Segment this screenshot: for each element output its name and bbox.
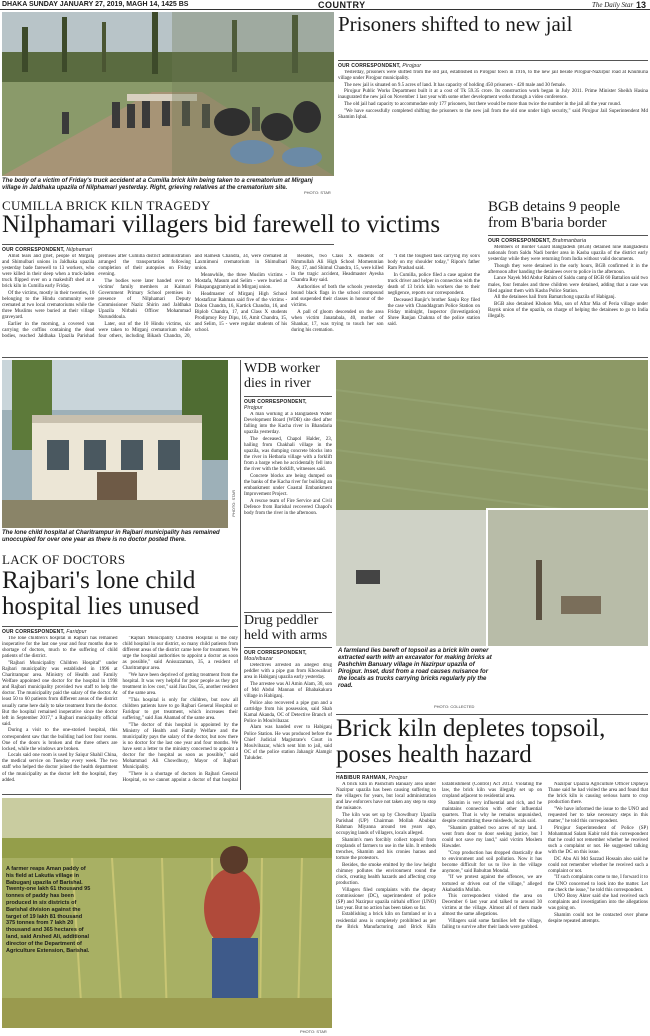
nilphamari-headline: Nilphamari villagers bid farewell to victims xyxy=(2,211,441,238)
paragraph: This correspondent visited the area on December 6 last year and talked to around 30 victims at the village. Almost all of them made almost the same allegations. xyxy=(442,894,542,918)
paragraph: Headmaster of Mirganj High School Mostafizur Rahman said five of the victims - Dolon Chandra, 16, Kartick Chandra, 16, and Biplob Chandra, 17, and Class X students Prodipmoy Roy Dipu, 16, Amit Chandra, 15, and Selim, 15 - were regular students of his school. xyxy=(194,291,288,334)
prisoners-body xyxy=(338,70,648,194)
bgb-place: Brahmanbaria xyxy=(552,238,587,244)
paragraph: Concrete blocks are being dumped on the banks of the Kacha river for building an embankment under Coastal Embankment Improvement Project. xyxy=(244,473,332,498)
paragraph: Pirojpur Public Works Department built it at a cost of Tk 59.35 crore. Its construction work began in July 2011. Prime Minister Sheikh Hasina inaugurated the new jail on November 1 last year with some other development works through a video conference. xyxy=(338,89,648,101)
bgb-body xyxy=(488,245,648,353)
paragraph: UNO Bony Akter said she had received such complaints and investigation into the allegations was going on. xyxy=(548,894,648,912)
nilphamari-place: Nilphamari xyxy=(66,247,93,253)
paragraph: BGB also detained Khokon Mia, son of Aftar Mia of Peria village under Baynk union of the upazila, on charge of helping the detainees to go to India illegally. xyxy=(488,301,648,320)
paragraph: Deceased Banjir's brother Sanju Roy filed the case with Chauddagram Police Station on Friday midnight, Inspector (Investigation) Shree Ranjan Chakma of the police station said. xyxy=(387,297,480,328)
paragraph: Shamim's men forcibly collect topsoil from croplands of farmers to use in the kiln. It embeds trenches, Shamim and his cronies harass and torture the protestors. xyxy=(336,837,436,862)
paragraph: Yesterday, prisoners were shifted from the old jail, established in Pirojpur town in 1916, to the new jail beside Pirojpur-Nazirpur road at Khumuria village under Pirojpur municipality. xyxy=(338,70,648,82)
top-photo-caption: The body of a victim of Friday's truck accident at a Cumilla brick kiln being taken to a crematorium at Mirganj village in Jaldhaka upazila of Nilphamari yesterday. Right, grieving relatives at the crematorium site. xyxy=(2,178,313,191)
rajbari-byline: OUR CORRESPONDENT, Faridpur xyxy=(2,629,87,635)
wdb-body xyxy=(244,412,332,608)
paragraph: A brick kiln in Pashchim Banuary area under Nazirpur upazila has been causing suffering to the villagers for years, but local administration and law enforcers have not taken any step to stop the nuisance. xyxy=(336,782,436,812)
paragraph: In Cumilla, police filed a case against the truck driver and helper in connection with the death of 13 brick kiln workers due to their negligence, reports our correspondent. xyxy=(387,272,480,297)
paragraph: The kiln was set up by Chowdhury Upazila Parishad (UP) Chairman Mollah Abubkar Rahman Miyanna around ten years ago, occupying lands of villagers, locals alleged. xyxy=(336,812,436,837)
farmer-photo-caption: A farmer reaps Aman paddy of his field at Lakutia village in Babuganj upazila of Barishal. Twenty-one lakh 61 thousand 95 tonnes of paddy has been produced in six districts of Barishal division against the target of 19 lakh 81 thousand 375 tonnes from 7 lakh 20 thousand and 365 hectares of land, said Arshed Ali, additional director of the Department of Agriculture Extension, Barishal. xyxy=(6,866,91,954)
drug-headline: Drug peddler held with arms xyxy=(244,613,328,643)
paragraph: Amid tears and grief, people of Mirganj and Shimulbari unions in Jaldhaka upazila yesterday bade farewell to 13 workers, who were killed in their sleep when a truck-laden truck flipped over on a makeshift shed at a brick kiln in Cumilla early Friday. xyxy=(2,254,95,290)
kiln-photo-credit: PHOTO: COLLECTED xyxy=(434,704,475,709)
paragraph: During a visit to the one-storied hospital, this correspondent saw that the building had lost four rooms. One of the doors is broken and the three others are locked, while the windows are broken. xyxy=(2,728,118,752)
paragraph: Though they were detained in the early hours, BGB confirmed it in the afternoon after handing the detainees over to police in the afternoon. xyxy=(488,263,648,275)
paragraph: "The doctor of this hospital is appointed by the Ministry of Health and Family Welfare and the municipality pays the salary of the doctor, but now there is no doctor for the last one year and four months. We have sent a letter to the ministry concerned to appoint a doctor for the hospital as soon as possible," said Mohammad Ali Chowdhury, Mayor of Rajbari Municipality. xyxy=(122,722,238,771)
paragraph: "We have successfully completed shifting the prisoners to the new jail from the old one under high security," said Pirojpur Jail Superintendent Md Shamim Iqbal. xyxy=(338,108,648,120)
paragraph: Shamim could not be contacted over phone despite repeated attempts. xyxy=(548,912,648,925)
rajbari-body xyxy=(2,636,238,790)
divider xyxy=(2,244,334,245)
paragraph: Pirojpur Superintendent of Police (SP) Mohammad Salam Kabir told this correspondent that he could not remember whether he received such a complaint or not. He suggested talking with the DC on this issue. xyxy=(548,825,648,856)
divider xyxy=(244,647,332,648)
paragraph: A man working at a Bangladesh Water Development Board (WDB) site died after falling into the Kacha river in Bhandaria upazila yesterday. xyxy=(244,412,332,436)
brick-kiln-photo xyxy=(336,360,648,646)
drug-place: Moulvibazar xyxy=(244,656,274,662)
divider xyxy=(244,396,332,397)
drug-body xyxy=(244,663,332,790)
paragraph: "Shamim grabbed two acres of my land. I went from door to door seeking justice, but I could not save my land," said victim Moslem Hawader. xyxy=(442,825,542,849)
paragraph: Besides, the smoke emitted by the low height chimney pollutes the environment round the clock, creating health hazards and affecting crop production. xyxy=(336,862,436,886)
paragraph: "Rajbari Municipality Children Hospital is the only child hospital in our district, so many child patients from different areas of the district came here for treatment. We urge the hospital authorities to appoint a doctor as soon as possible," said Anisuzzaman, 35, a resident of Charitrampur area. xyxy=(122,636,238,672)
brick-body xyxy=(336,782,648,1034)
prisoners-place: Pirojpur xyxy=(402,63,422,69)
masthead xyxy=(0,0,650,10)
paragraph: Villagers filed complaints with the deputy commissioner (DC), superintendent of police (SP) and Nazirpur upazila nirbahi officer (UNO) last year. But no action has been taken so far. xyxy=(336,887,436,911)
paragraph: The new jail is situated on 9.5 acres of land. It has capacity of holding 450 prisoners - 420 male and 30 female. xyxy=(344,82,567,88)
hospital-photo xyxy=(2,360,228,528)
brand-logo: The Daily Star xyxy=(592,1,634,9)
section-divider xyxy=(2,357,648,358)
brick-headline: Brick kiln depletes topsoil, poses health hazard xyxy=(336,715,606,769)
paragraph: "There is a shortage of doctors in Rajbari General Hospital, so we cannot appoint a doctor of that hospital xyxy=(122,772,238,784)
divider xyxy=(2,626,238,627)
paragraph: "If such complaints come to me, I forward it to the UNO concerned to look into the matter. Let me check the issue," he told this correspondent. xyxy=(548,875,648,893)
paragraph: "We have been deprived of getting treatment from the hospital. It was very helpful for poor people as they got treatment in low cost," said Jiau Das, 55, another resident of the same area. xyxy=(122,673,238,697)
paragraph: Lance Nayek Md Abdur Rahim of Saldu camp of BGB 60 Battalion said two males, four females and three children were detained, adding that a case was filed against them with Kasba Police Station. xyxy=(488,276,648,294)
farmer-photo-credit: PHOTO: STAR xyxy=(300,1029,327,1034)
paragraph: The lone children's hospital in Rajbari has remained inoperative for the last one year and four months due to shortage of doctors, much to the suffering of child patients of the district. xyxy=(2,636,118,660)
hospital-photo-credit: PHOTO: STAR xyxy=(231,490,236,517)
paragraph: Authorities of both the schools yesterday bound black flags in the school compound and suspended their classes in honour of the victims. xyxy=(291,284,384,309)
wdb-byline: OUR CORRESPONDENT, Pirojpur xyxy=(244,399,307,411)
wdb-place: Pirojpur xyxy=(244,405,263,411)
nilphamari-body xyxy=(2,254,480,354)
section-divider xyxy=(2,794,332,795)
top-photo-credit: PHOTO: STAR xyxy=(304,190,331,195)
rajbari-headline: Rajbari's lone child hospital lies unused xyxy=(2,567,200,621)
paragraph: Shamim is very influential and rich, and he maintains connection with other influential quarters. That is why he remains unpunished, despite committing these misdeeds, locals said. xyxy=(442,800,542,825)
paragraph: Detectives arrested an alleged drug peddler with a pipe gun from Khowaikuri area in Habiganj upazila early yesterday. xyxy=(244,663,332,681)
paragraph: The deceased, Chapol Halder, 23, hailing from Chakhali village in the upazila, was dumping concrete blocks into the river in Hetbaria village with a forklift from a barge when he accidentally fell into the river with the forklift, witnesses said. xyxy=(244,436,332,473)
paragraph: Members of Border Guard Bangladesh (BGB) detained nine Bangladeshi nationals from Saldu Nadi border area in Kasba upazila of the district early yesterday while they were returning from India without valid documents. xyxy=(488,245,648,263)
prisoners-headline: Prisoners shifted to new jail xyxy=(338,12,573,36)
paragraph: Nazirpur Upazila Agriculture Officer Dipheya Thane said he had visited the area and found that the brick kiln is causing serious harm to crop production there. xyxy=(548,782,648,806)
brick-place: Pirojpur xyxy=(388,775,408,781)
page-number: 13 xyxy=(636,0,647,10)
column-divider xyxy=(240,360,241,790)
masthead-date: DHAKA SUNDAY JANUARY 27, 2019, MAGH 14, 1425 BS xyxy=(2,1,189,8)
paragraph: Police also recovered a pipe gun and a cartridge from his possession, said Shah Kamal Akanda, OC of Detective Branch of Police in Moulvibazar. xyxy=(244,700,332,724)
paragraph: Earlier in the morning, a covered van carrying the coffins containing the dead bodies, reached Jaldhaka Upazila Parishad premises after Cumilla district administration arranged the transportation following completion of their autopsies on Friday evening. xyxy=(2,254,191,340)
paragraph: Establishing a brick kiln on farmland or in a residential area is completely prohibited as per the Brick Manufacturing and Brick Kiln Establishment (Control) Act 2013. Violating the law, the brick kiln was illegally set up on cropland adjacent to residential area. xyxy=(336,782,542,930)
wdb-headline: WDB worker dies in river xyxy=(244,361,320,391)
paragraph: Meanwhile, the three Muslim victims - Mostafa, Masum and Selim - were buried at Pakapangagramiyad in Mirganj union. xyxy=(194,272,288,290)
paragraph: All the detainees hail from Bamatchong upazila of Habiganj. xyxy=(494,295,616,301)
kiln-photo-caption: A farmland lies bereft of topsoil as a brick kiln owner extracted earth with an excavator for making bricks at Pashchim Banuary village in Nazirpur upazila of Pirojpur. Inset, dust from a road causes nuisance for the locals as trucks carrying bricks regularly ply the road. xyxy=(338,648,492,689)
paragraph: Alam was handed over to Habiganj Police Station. He was produced before the Chief Judicial Magistrate's Court in Moulvibazar, which sent him to jail, said OC of the police station Jahangir Alamgir Talukder. xyxy=(244,725,332,761)
paragraph: "We have informed the issue to the UNO and requested her to take necessary steps in this matter," he told this correspondent. xyxy=(548,806,648,825)
divider xyxy=(336,772,648,773)
paragraph: "Crop production has dropped drastically due to environment and soil pollution. Now it has become difficult for us to live in the village anymore," said Babultan Mondal. xyxy=(442,850,542,874)
divider xyxy=(488,235,648,236)
paragraph: Besides, two Class X students of Nimmullah Ali High School Momenmian Roy, 17, and Shimul Chandra, 15, were killed in the tragic accident, Headmaster Ayesha Chandra Roy said. xyxy=(291,254,384,284)
divider xyxy=(338,60,648,61)
paragraph: "Rajbari Municipality Children Hospital" under Rajbari municipality was established in 1996 at Charitrampur area. Ministry of Health and Family Welfare appointed one doctor for the hospital in 1998 and Rajbari municipality provided two staff to help the doctor. The municipality paid the salary of the doctor. At least 50 to 60 patients from different areas of the district usually came here daily to take treatment from the doctor. But the hospital remained inoperative since the doctor left in September 2017," a Rajbari municipality official said. xyxy=(2,660,118,727)
paragraph: Later, out of the 10 Hindu victims, six were taken to Mirganj crematorium while four others, including Bikash Chandra, 20, and Ramesh Chandra, 34, were cremated at Laxmimoni crematorium in Shimulbari union. xyxy=(98,254,288,340)
drug-byline: OUR CORRESPONDENT, Moulvibazar xyxy=(244,650,307,662)
nilphamari-byline: OUR CORRESPONDENT, Nilphamari xyxy=(2,247,93,253)
paragraph: "If we protest against the offences, we are tortured or driven out of the village," alleged Akabaddin Mollah. xyxy=(442,875,542,893)
rajbari-place: Faridpur xyxy=(66,629,87,635)
paragraph: Locals said one room is used by Saiqur Shahil China, the medical service on Tuesday every week. The two staff who helped the doctor joined the health department of the municipality as the doctor left the hospital, they added. xyxy=(2,753,118,783)
brick-byline: HABIBUR RAHMAN, Pirojpur xyxy=(336,775,408,781)
rajbari-kicker: LACK OF DOCTORS xyxy=(2,552,126,567)
paragraph: The arrestee was Al Amin Alam, 30, son of Md Abdul Mannan of Bhabakakura village in Habiganj. xyxy=(244,681,332,699)
paragraph: Villagers said some families left the village, failing to survive after their lands were grabbed. xyxy=(442,919,542,931)
section-title: COUNTRY xyxy=(318,0,366,10)
bgb-headline: BGB detains 9 people from B'baria border xyxy=(488,199,621,231)
truck-victim-photo xyxy=(2,12,334,176)
paragraph: Of the victims, mostly in their twenties, 10 belonging to the Hindu community were cremated at two local crematoriums while the three Muslims were buried at their village graveyard. xyxy=(2,291,95,321)
paragraph: "This hospital is only for children, but now all children patients have to go Rajbari General Hospital or Faridpur to get treatment, which increases their suffering," said Jiau Ahamad of the same area. xyxy=(122,697,238,722)
hospital-photo-caption: The lone child hospital at Charitrampur in Rajbari municipality has remained unoccupied for over one year as there is no doctor posted there. xyxy=(2,530,220,543)
nilphamari-kicker: CUMILLA BRICK KILN TRAGEDY xyxy=(2,198,211,213)
prisoners-byline: OUR CORRESPONDENT, Pirojpur xyxy=(338,63,422,69)
paragraph: "I did the toughest task carrying my son's body on my shoulder today," Ripon's father Ram Prashad said. xyxy=(387,254,480,272)
paragraph: The old jail had capacity to accommodate only 177 prisoners, but there would be more than twice the number in the jail all the year round. xyxy=(344,101,621,107)
paragraph: A rescue team of Fire Service and Civil Defence from Barishal recovered Chapol's body from the river in the afternoon. xyxy=(244,498,332,516)
paragraph: A pall of gloom descended on the area when victim Janatabala, 40, mother of Shankar, 17, was trying to touch her son during his cremation. xyxy=(291,309,384,334)
paragraph: DC Abu Ali Md Sazzad Hossain also said he could not remember whether he received such a complaint or not. xyxy=(548,856,648,874)
bgb-byline: OUR CORRESPONDENT, Brahmanbaria xyxy=(488,238,587,244)
paragraph: The bodies were later handed over to victims' family members at Kaimari Government Primary School premises in presence of Nilphamari Deputy Commissioner Naziz Shirin and Jaldhaka Upazila Nirbahi Officer Mohammad Nurunddoula. xyxy=(98,278,191,321)
